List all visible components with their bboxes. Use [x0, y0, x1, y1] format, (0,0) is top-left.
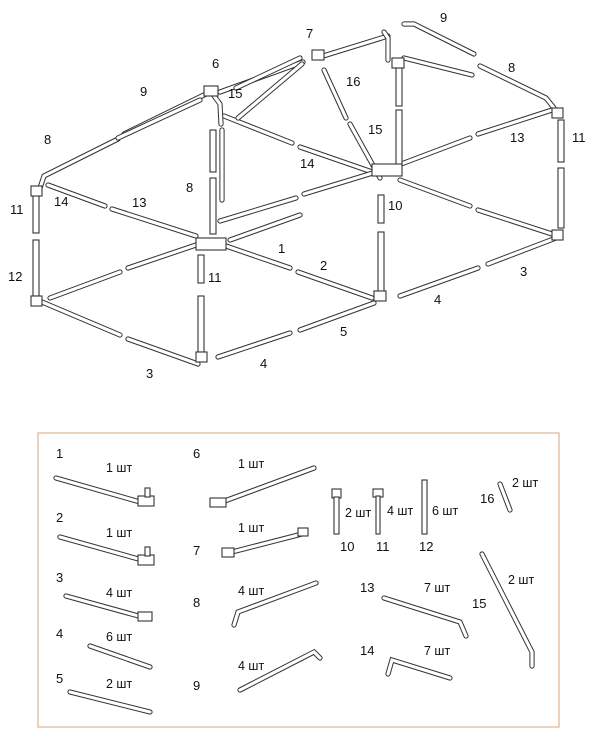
- frame-label: 14: [300, 156, 315, 171]
- part-quantity: 2 шт: [508, 573, 535, 587]
- frame-label: 15: [228, 86, 243, 101]
- part-number: 9: [193, 678, 201, 693]
- frame-label: 7: [306, 26, 314, 41]
- frame-label: 4: [434, 292, 442, 307]
- part-quantity: 7 шт: [424, 581, 451, 595]
- part-quantity: 4 шт: [106, 586, 133, 600]
- part-10: [332, 489, 371, 554]
- frame-label: 8: [44, 132, 52, 147]
- frame-label: 13: [510, 130, 525, 145]
- part-quantity: 2 шт: [106, 677, 133, 691]
- frame-label: 5: [340, 324, 348, 339]
- part-quantity: 7 шт: [424, 644, 451, 658]
- part-number: 5: [56, 671, 64, 686]
- frame-label: 16: [346, 74, 361, 89]
- part-3: [56, 570, 152, 621]
- part-quantity: 2 шт: [512, 476, 539, 490]
- frame-label: 11: [10, 202, 24, 217]
- frame-label: 13: [132, 195, 147, 210]
- frame-label: 9: [440, 10, 448, 25]
- part-number: 6: [193, 446, 201, 461]
- frame-drawing: [31, 24, 564, 364]
- frame-joints: [31, 50, 563, 362]
- part-number: 2: [56, 510, 64, 525]
- part-quantity: 1 шт: [238, 521, 265, 535]
- part-number: 14: [360, 643, 375, 658]
- part-5: [56, 671, 150, 712]
- part-number: 11: [376, 539, 390, 554]
- frame-label: 11: [208, 270, 222, 285]
- frame-label: 11: [572, 130, 586, 145]
- part-number: 15: [472, 596, 487, 611]
- frame-label: 4: [260, 356, 268, 371]
- frame-label: 8: [186, 180, 194, 195]
- part-7: [193, 521, 308, 558]
- part-number: 12: [419, 539, 434, 554]
- frame-label: 1: [278, 241, 286, 256]
- frame-label: 9: [140, 84, 148, 99]
- frame-label: 14: [54, 194, 69, 209]
- part-number: 8: [193, 595, 201, 610]
- part-number: 1: [56, 446, 64, 461]
- frame-label: 10: [388, 198, 403, 213]
- part-number: 4: [56, 626, 64, 641]
- frame-ground-bars: [42, 180, 556, 364]
- part-11: [373, 489, 413, 554]
- frame-label: 3: [520, 264, 528, 279]
- frame-label: 3: [146, 366, 154, 381]
- frame-label: 6: [212, 56, 220, 71]
- part-number: 10: [340, 539, 355, 554]
- part-quantity: 1 шт: [238, 457, 265, 471]
- part-quantity: 4 шт: [387, 504, 414, 518]
- frame-label: 2: [320, 258, 328, 273]
- part-16: [480, 476, 538, 510]
- frame-label: 8: [508, 60, 516, 75]
- part-quantity: 4 шт: [238, 659, 265, 673]
- part-14: [360, 643, 450, 678]
- part-13: [360, 580, 466, 636]
- part-6: [193, 446, 314, 507]
- part-number: 16: [480, 491, 495, 506]
- part-15: [472, 554, 534, 666]
- part-number: 7: [193, 543, 201, 558]
- part-number: 13: [360, 580, 375, 595]
- frame-label: 15: [368, 122, 383, 137]
- part-9: [193, 652, 320, 693]
- part-8: [193, 583, 316, 625]
- parts-list: [56, 446, 538, 712]
- frame-label: 12: [8, 269, 23, 284]
- part-quantity: 6 шт: [432, 504, 459, 518]
- part-quantity: 6 шт: [106, 630, 133, 644]
- frame-rafters: [40, 24, 554, 200]
- part-quantity: 4 шт: [238, 584, 265, 598]
- part-12: [419, 480, 458, 554]
- part-quantity: 2 шт: [345, 506, 372, 520]
- part-quantity: 1 шт: [106, 526, 133, 540]
- part-number: 3: [56, 570, 64, 585]
- part-4: [56, 626, 150, 667]
- part-1: [56, 446, 154, 506]
- part-2: [56, 510, 154, 565]
- part-quantity: 1 шт: [106, 461, 133, 475]
